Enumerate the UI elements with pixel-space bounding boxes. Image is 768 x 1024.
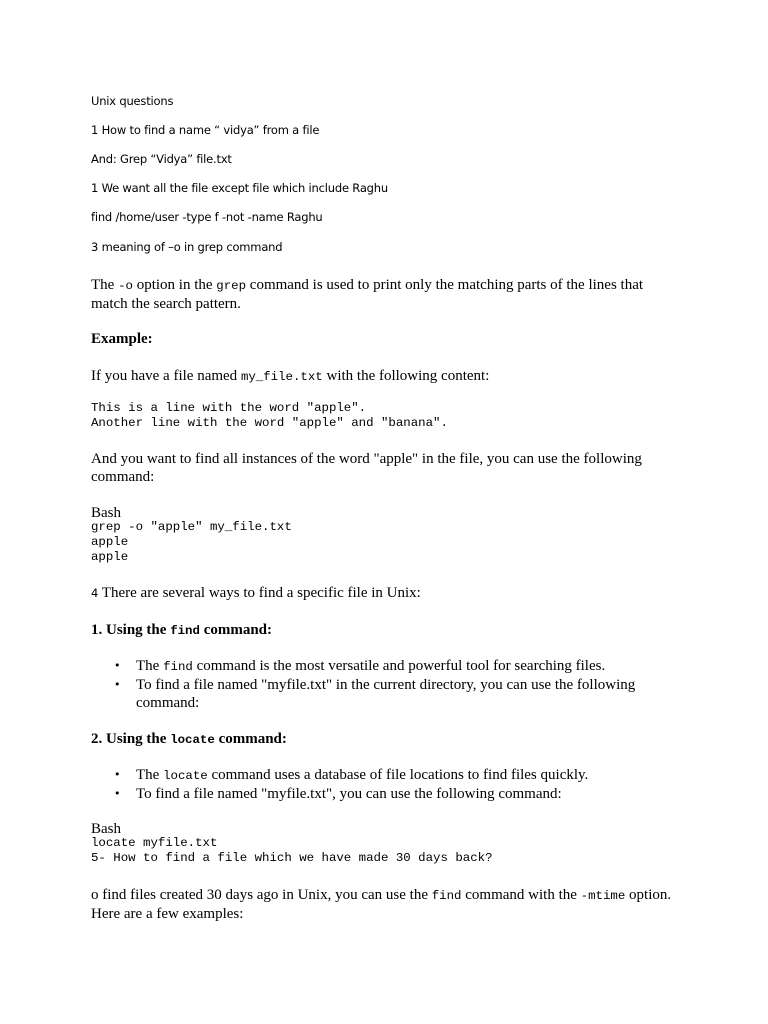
- inline-code: find: [170, 624, 200, 638]
- paragraph-o-option: The -o option in the grep command is used to print only the matching parts of the lines that match the search pattern.: [91, 277, 644, 312]
- heading-using-find: 1. Using the find command:: [91, 622, 273, 638]
- question-2: 1 We want all the file except file which include Raghu: [91, 181, 388, 195]
- list-item: • To find a file named "myfile.txt", you can use the following command:: [136, 785, 681, 803]
- inline-code: locate: [170, 733, 215, 747]
- file-content-block: This is a line with the word "apple". Another line with the word "apple" and "banana".: [91, 401, 448, 430]
- find-bullet-list: [91, 657, 681, 712]
- grep-code-block: grep -o "apple" my_file.txt apple apple: [91, 520, 292, 564]
- inline-code: -mtime: [580, 889, 626, 903]
- doc-title: Unix questions: [91, 94, 174, 108]
- inline-code: grep: [216, 279, 247, 293]
- paragraph-find-apple: And you want to find all instances of the word "apple" in the file, you can use the following command:: [91, 451, 642, 485]
- locate-bullet-list: [91, 766, 681, 803]
- heading-using-locate: 2. Using the locate command:: [91, 731, 287, 747]
- list-item: • The find command is the most versatile and powerful tool for searching files.: [136, 657, 681, 676]
- inline-code: my_file.txt: [240, 370, 323, 384]
- question-4: 4 There are several ways to find a specific file in Unix:: [91, 585, 421, 601]
- example-heading: Example:: [91, 331, 153, 347]
- code-language-label: Bash: [91, 821, 121, 837]
- question-1: 1 How to find a name “ vidya” from a file: [91, 123, 320, 137]
- paragraph-mtime: o find files created 30 days ago in Unix, you can use the find command with the -mtime option. Here are a few examples:: [91, 887, 672, 922]
- answer-1: And: Grep “Vidya” file.txt: [91, 152, 232, 166]
- locate-code-block: locate myfile.txt 5- How to find a file which we have made 30 days back?: [91, 836, 493, 865]
- paragraph-file-named: If you have a file named my_file.txt with the following content:: [91, 368, 490, 384]
- list-item: • The locate command uses a database of file locations to find files quickly.: [136, 766, 681, 785]
- inline-code: find: [431, 889, 462, 903]
- inline-code: -o: [118, 279, 133, 293]
- answer-2: find /home/user -type f -not -name Raghu: [91, 210, 323, 224]
- question-3: 3 meaning of –o in grep command: [91, 240, 283, 254]
- list-item: • To find a file named "myfile.txt" in the current directory, you can use the following command:: [136, 676, 681, 712]
- code-language-label: Bash: [91, 505, 121, 521]
